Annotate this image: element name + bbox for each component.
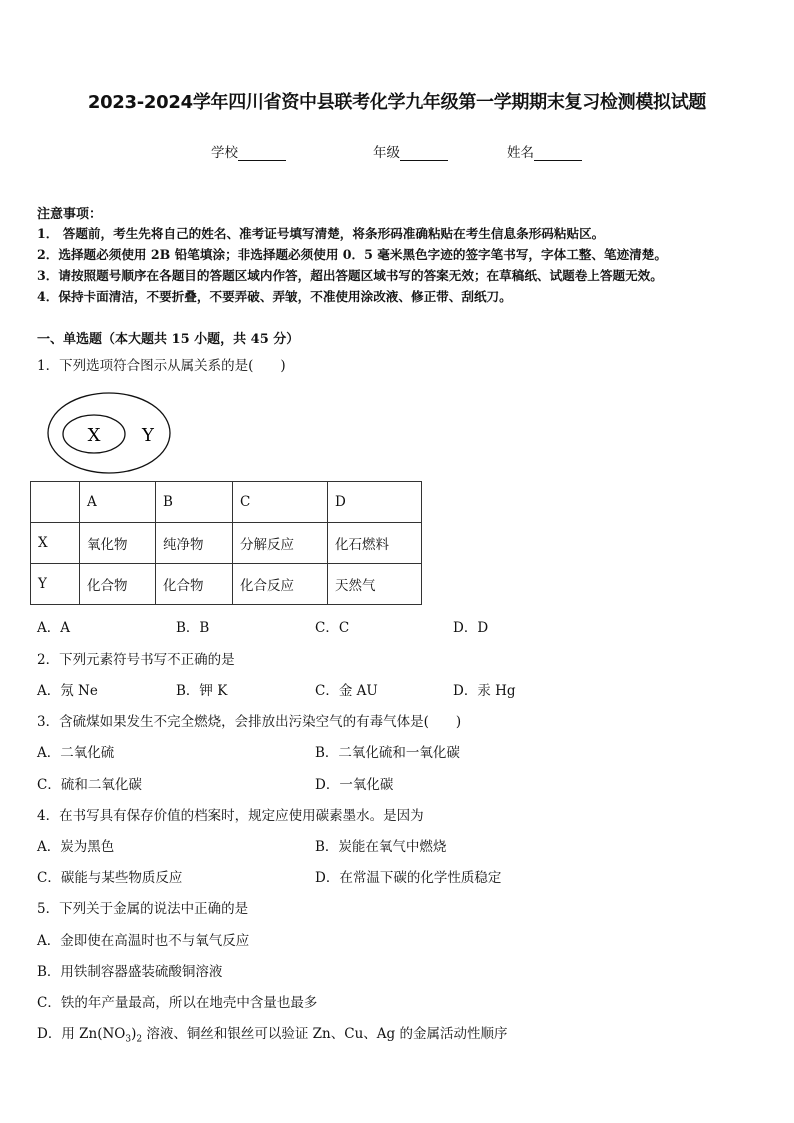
q4-option-b[interactable]: B．炭能在氧气中燃烧 [315, 839, 447, 855]
table-cell: 天然气 [328, 564, 422, 605]
question-4-stem: 4．在书写具有保存价值的档案时，规定应使用碳素墨水。是因为 [37, 808, 424, 824]
q3-option-c[interactable]: C．硫和二氧化碳 [37, 777, 142, 793]
subscript: 2 [136, 1034, 143, 1045]
name-blank[interactable] [534, 146, 582, 161]
grade-blank[interactable] [400, 146, 448, 161]
note-item: 1． 答题前，考生先将自己的姓名、准考证号填写清楚，将条形码准确粘贴在考生信息条形码粘贴区。 [37, 226, 605, 241]
page-title: 2023-2024学年四川省资中县联考化学九年级第一学期期末复习检测模拟试题 [87, 92, 707, 113]
q5-option-a[interactable]: A．金即使在高温时也不与氧气反应 [37, 933, 250, 949]
school-label: 学校 [211, 145, 238, 161]
table-cell: 化合物 [80, 564, 156, 605]
table-cell: 化石燃料 [328, 523, 422, 564]
name-label: 姓名 [507, 145, 534, 161]
grade-field[interactable] [373, 141, 448, 161]
table-cell: Y [31, 564, 80, 605]
school-field[interactable] [211, 141, 286, 161]
table-cell: D [328, 482, 422, 523]
q3-option-a[interactable]: A．二氧化硫 [37, 745, 115, 761]
q2-option-c[interactable]: C．金 AU [315, 683, 378, 699]
table-cell: 分解反应 [233, 523, 328, 564]
q3-option-d[interactable]: D．一氧化碳 [315, 777, 394, 793]
q5-option-d-suffix: 溶液、铜丝和银丝可以验证 Zn、Cu、Ag 的金属活动性顺序 [142, 1026, 508, 1042]
q4-option-a[interactable]: A．炭为黑色 [37, 839, 115, 855]
q5-option-b[interactable]: B．用铁制容器盛装硫酸铜溶液 [37, 964, 223, 980]
table-row [31, 482, 422, 523]
note-item: 4．保持卡面清洁，不要折叠，不要弄破、弄皱，不准使用涂改液、修正带、刮纸刀。 [37, 289, 512, 304]
q5-option-d-mid: ) [131, 1026, 137, 1042]
q5-option-c[interactable]: C．铁的年产量最高，所以在地壳中含量也最多 [37, 995, 318, 1011]
question-1-table [30, 481, 422, 605]
question-3-stem: 3．含硫煤如果发生不完全燃烧，会排放出污染空气的有毒气体是( ) [37, 714, 462, 730]
grade-label: 年级 [373, 145, 400, 161]
q5-option-d-prefix: D．用 Zn(NO [37, 1026, 126, 1042]
table-cell: 纯净物 [156, 523, 233, 564]
q1-option-a[interactable]: A．A [37, 620, 70, 636]
q1-option-b[interactable]: B．B [176, 620, 210, 636]
question-1-stem: 1．下列选项符合图示从属关系的是( ) [37, 358, 286, 374]
section-heading: 一、单选题（本大题共 15 小题，共 45 分） [37, 332, 300, 347]
note-item: 2．选择题必须使用 2B 铅笔填涂；非选择题必须使用 0．5 毫米黑色字迹的签字笔书写，字体工整、笔迹清楚。 [37, 247, 667, 262]
table-cell [31, 482, 80, 523]
table-cell: C [233, 482, 328, 523]
q3-option-b[interactable]: B．二氧化硫和一氧化碳 [315, 745, 460, 761]
question-2-stem: 2．下列元素符号书写不正确的是 [37, 652, 235, 668]
question-5-stem: 5．下列关于金属的说法中正确的是 [37, 901, 249, 917]
notes-heading: 注意事项： [37, 207, 103, 222]
table-cell: 化合反应 [233, 564, 328, 605]
q4-option-d[interactable]: D．在常温下碳的化学性质稳定 [315, 870, 502, 886]
note-item: 3．请按照题号顺序在各题目的答题区域内作答，超出答题区域书写的答案无效；在草稿纸、试题卷上答题无效。 [37, 268, 663, 283]
q5-option-d[interactable] [37, 1022, 507, 1045]
q2-option-b[interactable]: B．钾 K [176, 683, 228, 699]
name-field[interactable] [507, 141, 582, 161]
table-cell: 氧化物 [80, 523, 156, 564]
q2-option-d[interactable]: D．汞 Hg [453, 683, 516, 699]
q1-option-d[interactable]: D．D [453, 620, 489, 636]
label-y: Y [142, 425, 154, 446]
venn-diagram [46, 391, 176, 475]
q1-option-c[interactable]: C．C [315, 620, 350, 636]
table-cell: B [156, 482, 233, 523]
q4-option-c[interactable]: C．碳能与某些物质反应 [37, 870, 183, 886]
q2-option-a[interactable]: A．氖 Ne [37, 683, 98, 699]
table-row [31, 564, 422, 605]
school-blank[interactable] [238, 146, 286, 161]
subscript: 3 [125, 1034, 132, 1045]
label-x: X [87, 425, 101, 446]
table-cell: A [80, 482, 156, 523]
table-cell: X [31, 523, 80, 564]
table-row [31, 523, 422, 564]
table-cell: 化合物 [156, 564, 233, 605]
